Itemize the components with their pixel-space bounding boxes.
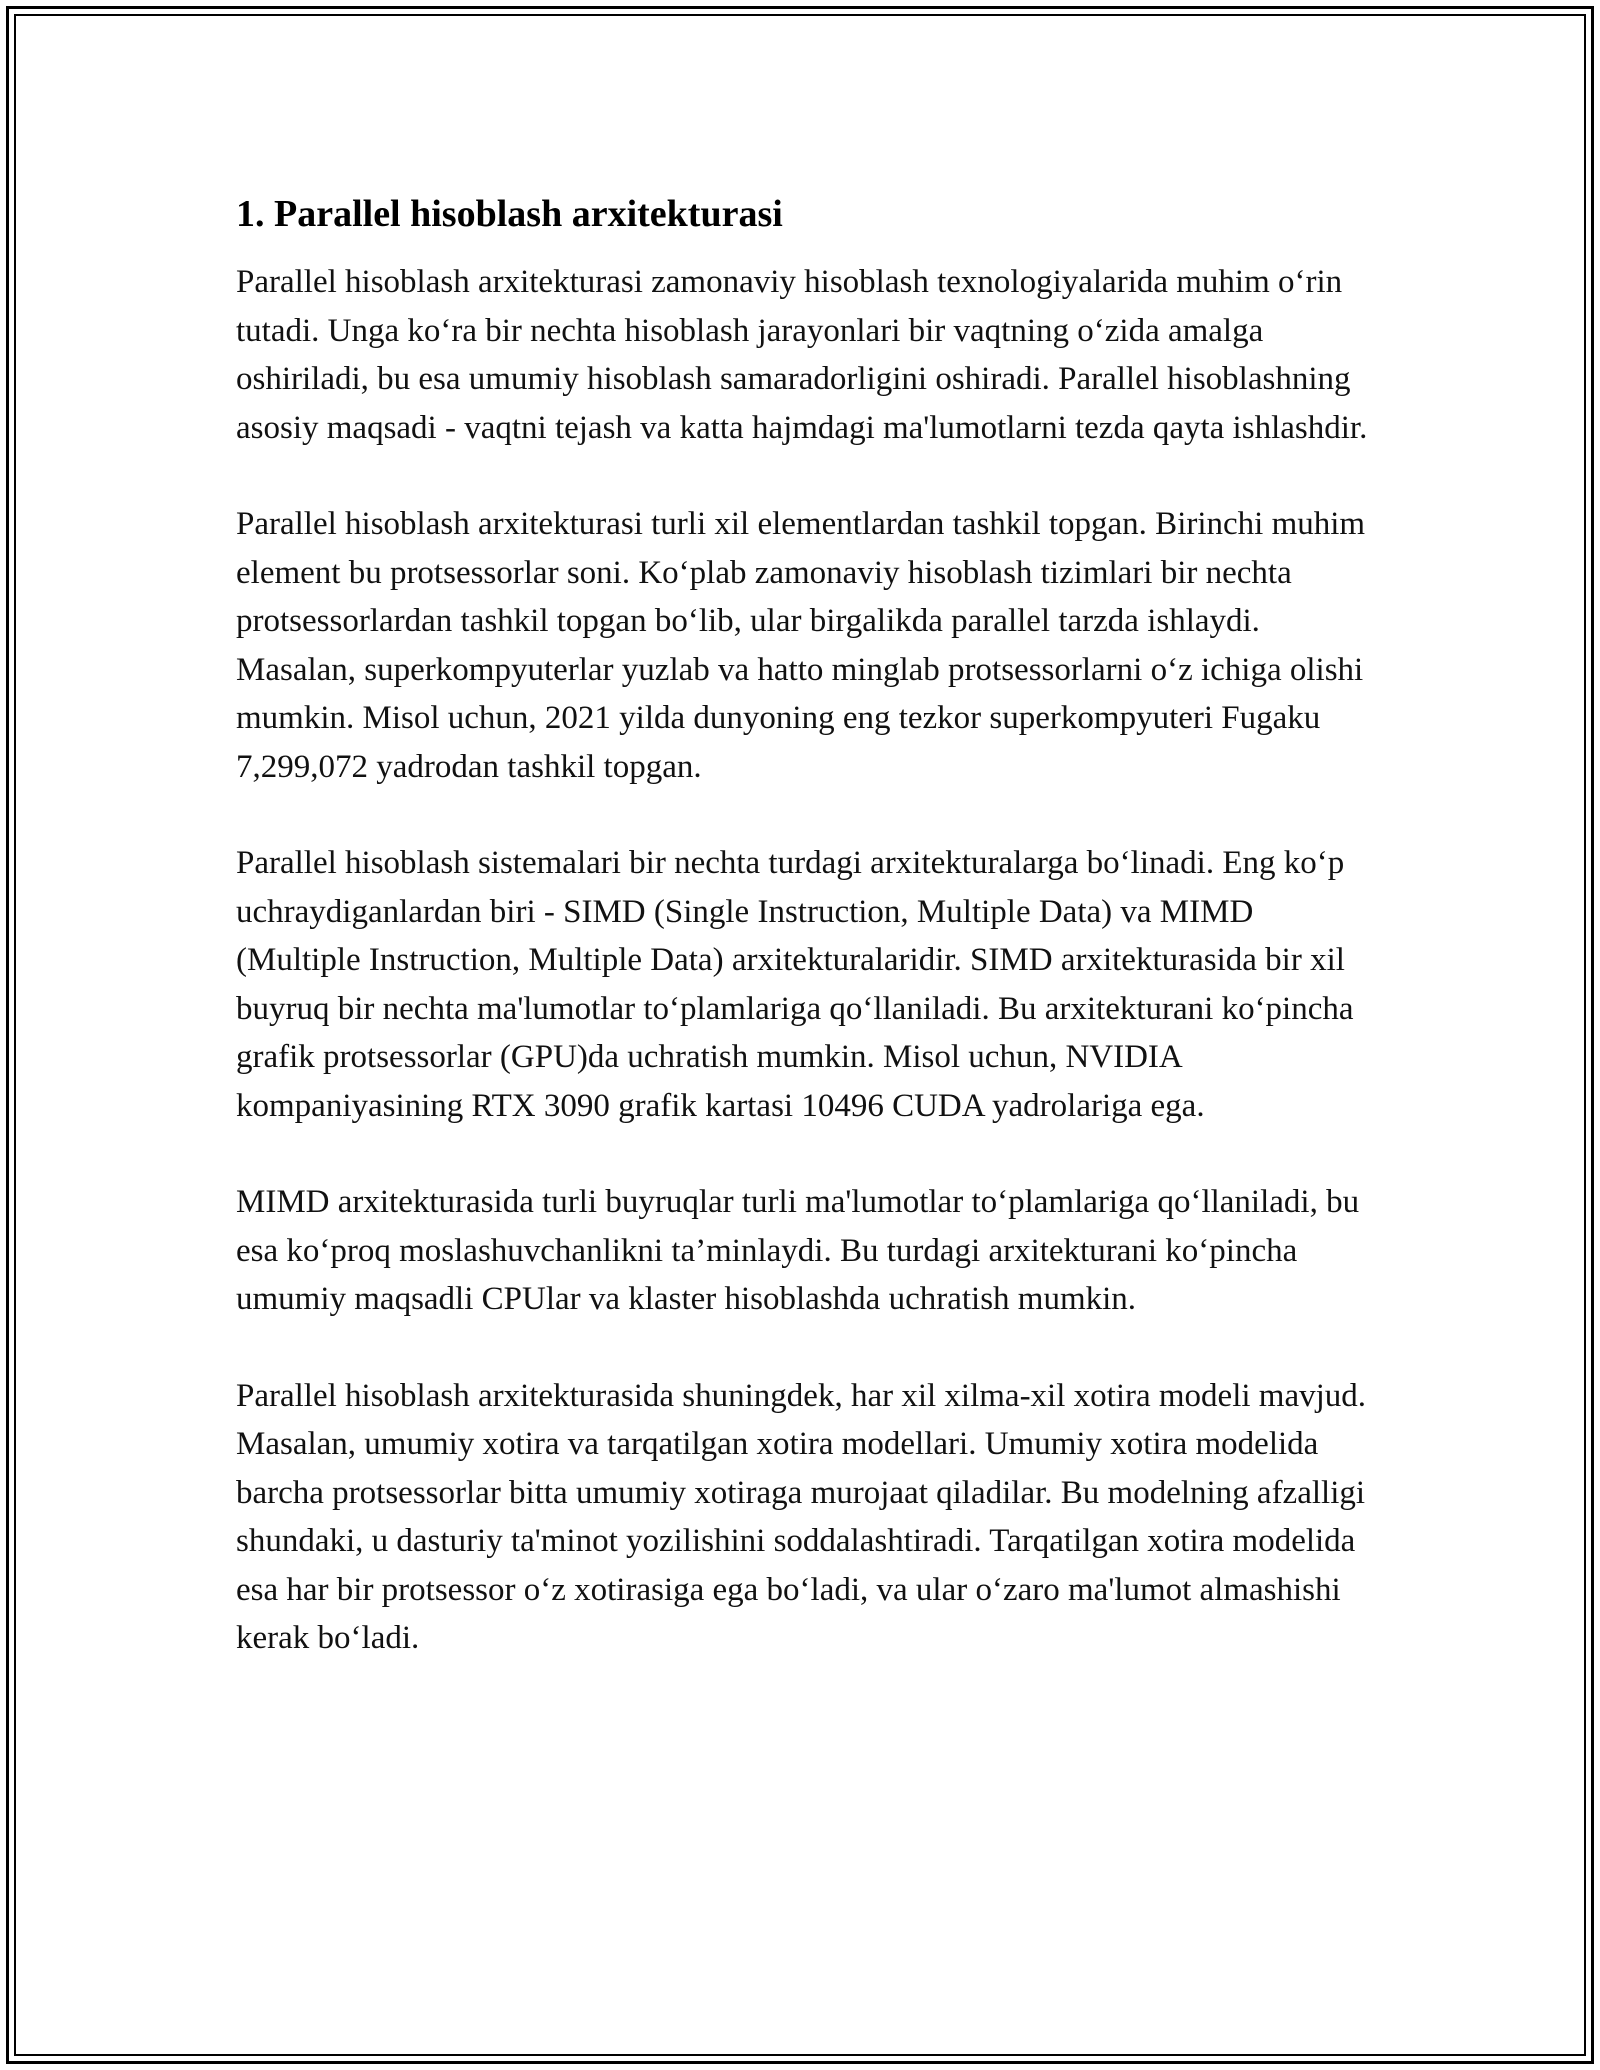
paragraph-5: Parallel hisoblash arxitekturasida shuningdek, har xil xilma-xil xotira modeli mavjud. Masalan, umumiy xotira va tarqatilgan xotira modellari. Umumiy xotira modelida barcha protsessorlar bitta umumiy xotiraga murojaat qiladilar. Bu modelning afzalligi shundaki, u dasturiy ta'minot yozilishini soddalashtiradi. Tarqatilgan xotira modelida esa har bir protsessor o‘z xotirasiga ega bo‘ladi, va ular o‘zaro ma'lumot almashishi kerak bo‘ladi. xyxy=(236,1377,1367,1656)
paragraph-3: Parallel hisoblash sistemalari bir nechta turdagi arxitekturalarga bo‘linadi. Eng ko‘p uchraydiganlardan biri - SIMD (Single Instruction, Multiple Data) va MIMD (Multiple Instruction, Multiple Data) arxitekturalaridir. SIMD arxitekturasida bir xil buyruq bir nechta ma'lumotlar to‘plamlariga qo‘llaniladi. Bu arxitekturani ko‘pincha grafik protsessorlar (GPU)da uchratish mumkin. Misol uchun, NVIDIA kompaniyasining RTX 3090 grafik kartasi 10496 CUDA yadrolariga ega. xyxy=(236,845,1354,1124)
document-body xyxy=(236,186,1376,1711)
section-heading: 1. Parallel hisoblash arxitekturasi xyxy=(236,193,783,235)
paragraph-1: Parallel hisoblash arxitekturasi zamonaviy hisoblash texnologiyalarida muhim o‘rin tutadi. Unga ko‘ra bir nechta hisoblash jarayonlari bir vaqtning o‘zida amalga oshiriladi, bu esa umumiy hisoblash samaradorligini oshiradi. Parallel hisoblashning asosiy maqsadi - vaqtni tejash va katta hajmdagi ma'lumotlarni tezda qayta ishlashdir. xyxy=(236,264,1368,446)
paragraph-2: Parallel hisoblash arxitekturasi turli xil elementlardan tashkil topgan. Birinchi muhim element bu protsessorlar soni. Ko‘plab zamonaviy hisoblash tizimlari bir nechta protsessorlardan tashkil topgan bo‘lib, ular birgalikda parallel tarzda ishlaydi. Masalan, superkompyuterlar yuzlab va hatto minglab protsessorlarni o‘z ichiga olishi mumkin. Misol uchun, 2021 yilda dunyoning eng tezkor superkompyuteri Fugaku 7,299,072 yadrodan tashkil topgan. xyxy=(236,506,1366,785)
paragraph-4: MIMD arxitekturasida turli buyruqlar turli ma'lumotlar to‘plamlariga qo‘llaniladi, bu esa ko‘proq moslashuvchanlikni ta’minlaydi. Bu turdagi arxitekturani ko‘pincha umumiy maqsadli CPUlar va klaster hisoblashda uchratish mumkin. xyxy=(236,1184,1360,1317)
